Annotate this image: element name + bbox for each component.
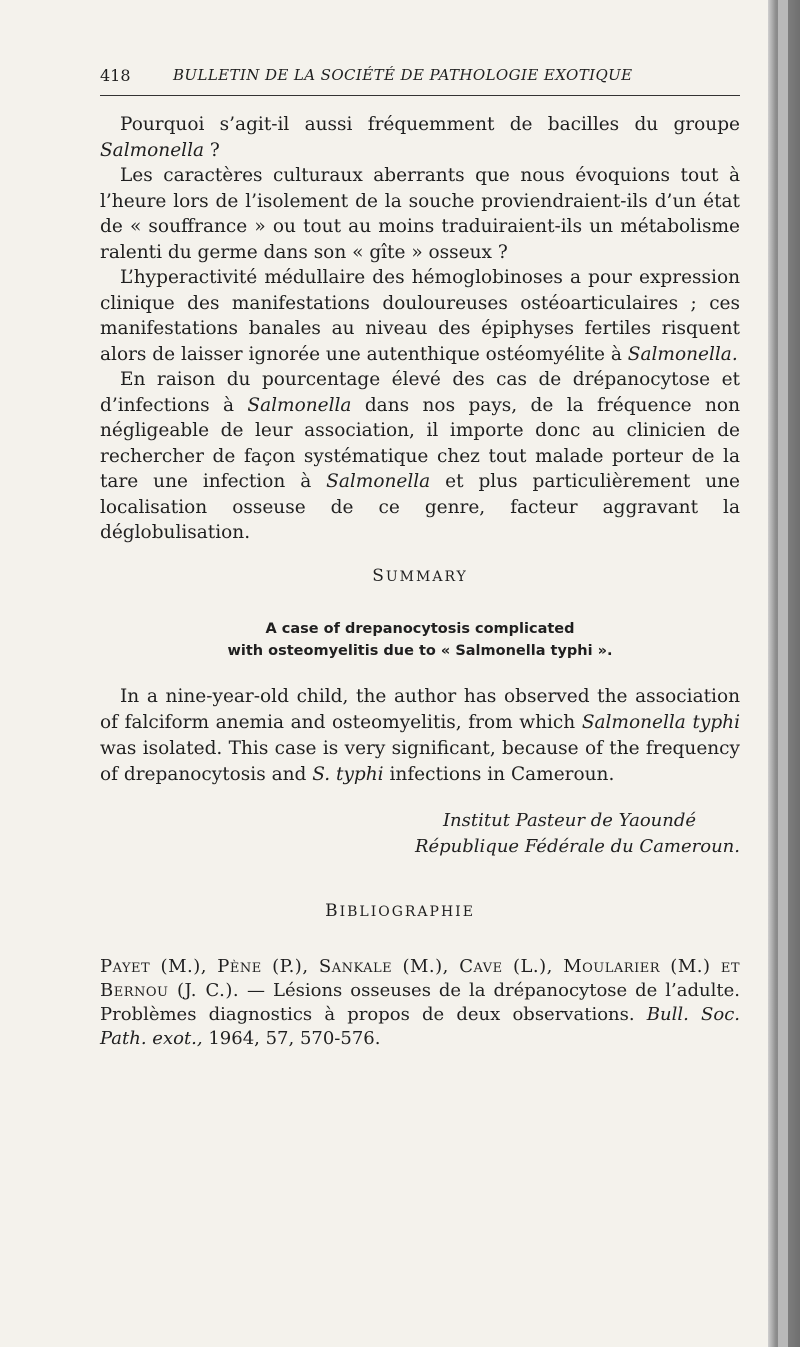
reference-journal: Bull. Soc. Path. exot.,: [100, 1004, 740, 1049]
bibliography-heading: BIBLIOGRAPHIE: [325, 901, 475, 921]
header-rule: [100, 95, 740, 96]
summary-heading: SUMMARY: [372, 566, 468, 586]
affiliation-institute: Institut Pasteur de Yaoundé: [442, 810, 697, 831]
paragraph-3: L’hyperactivité médullaire des hémoglobinoses a pour expression clinique des manifestations douloureuses ostéoarticulaires ; ces manifestations banales au niveau des épiphyses fertiles risquent alors de laisser ignorée une autenthique ostéomyélite à Salmonella.: [100, 267, 740, 365]
page-number: 418: [100, 66, 131, 85]
bibliography-entry: [100, 955, 740, 1051]
paragraph-1: Pourquoi s’agit-il aussi fréquemment de bacilles du groupe Salmonella ?: [100, 114, 740, 161]
page-edge-highlight: [778, 0, 788, 1347]
english-paper-title: A case of drepanocytosis complicated with osteomyelitis due to « Salmonella typhi ».: [227, 621, 613, 659]
running-header: [100, 66, 740, 96]
article-body: [100, 112, 740, 546]
journal-title: BULLETIN DE LA SOCIÉTÉ DE PATHOLOGIE EXOTIQUE: [173, 66, 633, 84]
reference-citation: 1964, 57, 570-576.: [202, 1028, 381, 1049]
paragraph-2: Les caractères culturaux aberrants que nous évoquions tout à l’heure lors de l’isolement de la souche proviendraient-ils d’un état de « souffrance » ou tout au moins traduiraient-ils un métabolisme ralenti du germe dans son « gîte » osseux ?: [100, 165, 740, 263]
reference-title: — Lésions osseuses de la drépanocytose de l’adulte. Problèmes diagnostics à propos de deux observations.: [100, 980, 740, 1025]
reference-authors: Payet (M.), Pène (P.), Sankale (M.), Cave (L.), Moularier (M.) et Bernou (J. C.).: [100, 956, 740, 1001]
english-summary: In a nine-year-old child, the author has observed the association of falciform anemia and osteomyelitis, from which Salmonella typhi was isolated. This case is very significant, because of the frequency of drepanocytosis and S. typhi infections in Cameroun.: [100, 686, 741, 785]
paragraph-4: En raison du pourcentage élevé des cas de drépanocytose et d’infections à Salmonella dans nos pays, de la fréquence non négligeable de leur association, il importe donc au clinicien de rechercher de façon systématique chez tout malade porteur de la tare une infection à Salmonella et plus particulièrement une localisation osseuse de ce genre, facteur aggravant la déglobulisation.: [100, 369, 740, 543]
affiliation-country: République Fédérale du Cameroun.: [414, 836, 740, 857]
affiliation: [415, 808, 740, 860]
